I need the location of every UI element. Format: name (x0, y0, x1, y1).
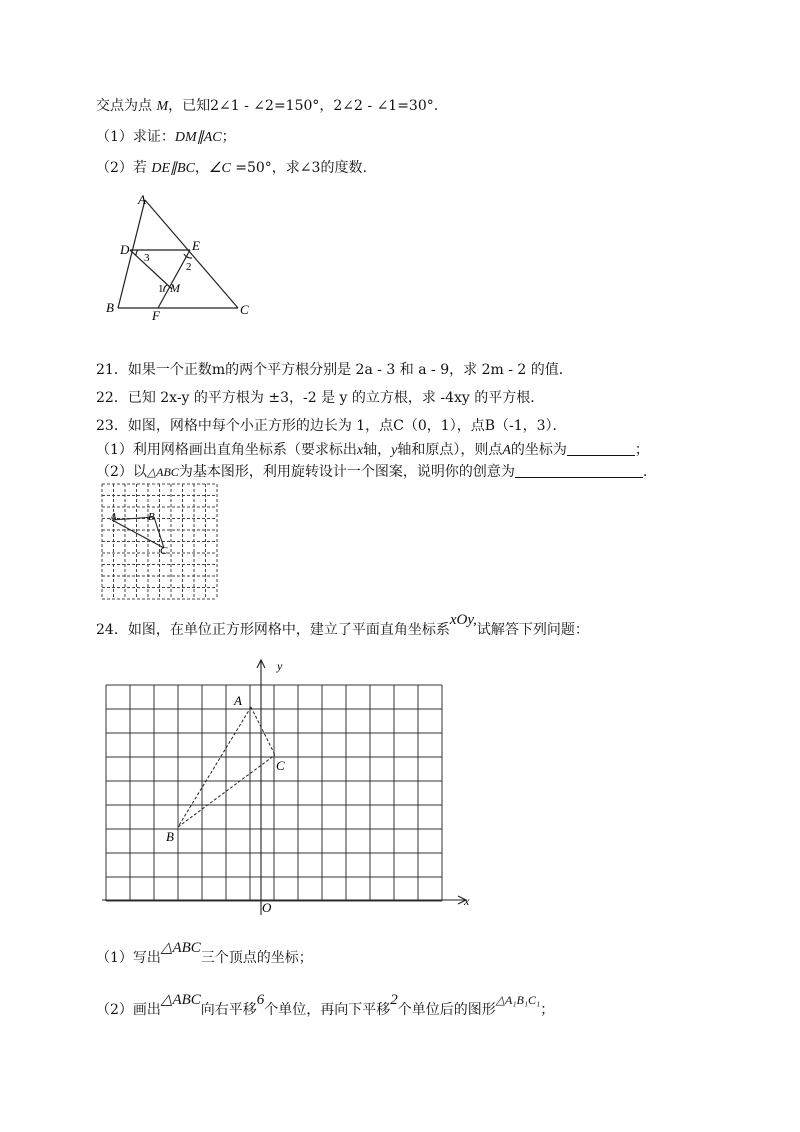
grid-label-B: B (148, 511, 155, 523)
coord-label-O: O (262, 900, 272, 915)
q24-coordinate-grid (96, 650, 486, 920)
q24-part2: （2）画出△ABC向右平移6个单位，再向下平移2个单位后的图形△A₁B₁C₁； (96, 992, 555, 1018)
answer-blank-2[interactable] (515, 463, 643, 478)
label-A: A (138, 192, 146, 207)
coord-label-A: A (234, 693, 242, 708)
label-angle-1: 1 (158, 283, 164, 295)
label-D: D (120, 242, 130, 257)
axis-label-x: x (464, 894, 470, 908)
q22: 22．已知 2x-y 的平方根为 ±3，-2 是 y 的立方根，求 -4xy 的平方根． (96, 390, 545, 406)
q20-triangle-figure (100, 190, 260, 325)
coord-label-C: C (276, 758, 285, 773)
label-C: C (240, 302, 249, 317)
q20-part2: （2）若 DE∥BC，∠C =50°，求∠3的度数. (96, 160, 367, 176)
label-B: B (106, 300, 114, 315)
label-M: M (170, 281, 180, 295)
q23-grid-figure (100, 482, 220, 602)
axis-label-y: y (277, 659, 283, 673)
q20-intro: 交点为点 M，已知2∠1 - ∠2=150°，2∠2 - ∠1=30°. (96, 98, 439, 114)
label-angle-2: 2 (186, 261, 192, 273)
label-angle-3: 3 (144, 252, 150, 264)
answer-blank-1[interactable] (567, 441, 635, 456)
label-E: E (192, 238, 200, 253)
q23-stem: 23．如图，网格中每个小正方形的边长为 1，点C（0，1），点B（-1，3）． (96, 418, 567, 434)
coord-label-B: B (166, 829, 174, 844)
q23-part1: （1）利用网格画出直角坐标系（要求标出x轴，y轴和原点），则点A的坐标为 ； (96, 442, 649, 458)
q21: 21．如果一个正数m的两个平方根分别是 2a - 3 和 a - 9，求 2m - 2 的值． (96, 362, 573, 378)
q24-stem: 24．如图，在单位正方形网格中，建立了平面直角坐标系xOy,试解答下列问题： (96, 612, 589, 638)
grid-label-A: A (110, 511, 117, 523)
q24-part1: （1）写出△ABC三个顶点的坐标； (96, 940, 313, 966)
grid-label-C: C (160, 545, 168, 557)
q20-part1: （1）求证：DM∥AC； (96, 129, 236, 145)
q23-part2: （2）以△ABC为基本图形，利用旋转设计一个图案，说明你的创意为 . (96, 464, 648, 480)
label-F: F (152, 308, 160, 323)
